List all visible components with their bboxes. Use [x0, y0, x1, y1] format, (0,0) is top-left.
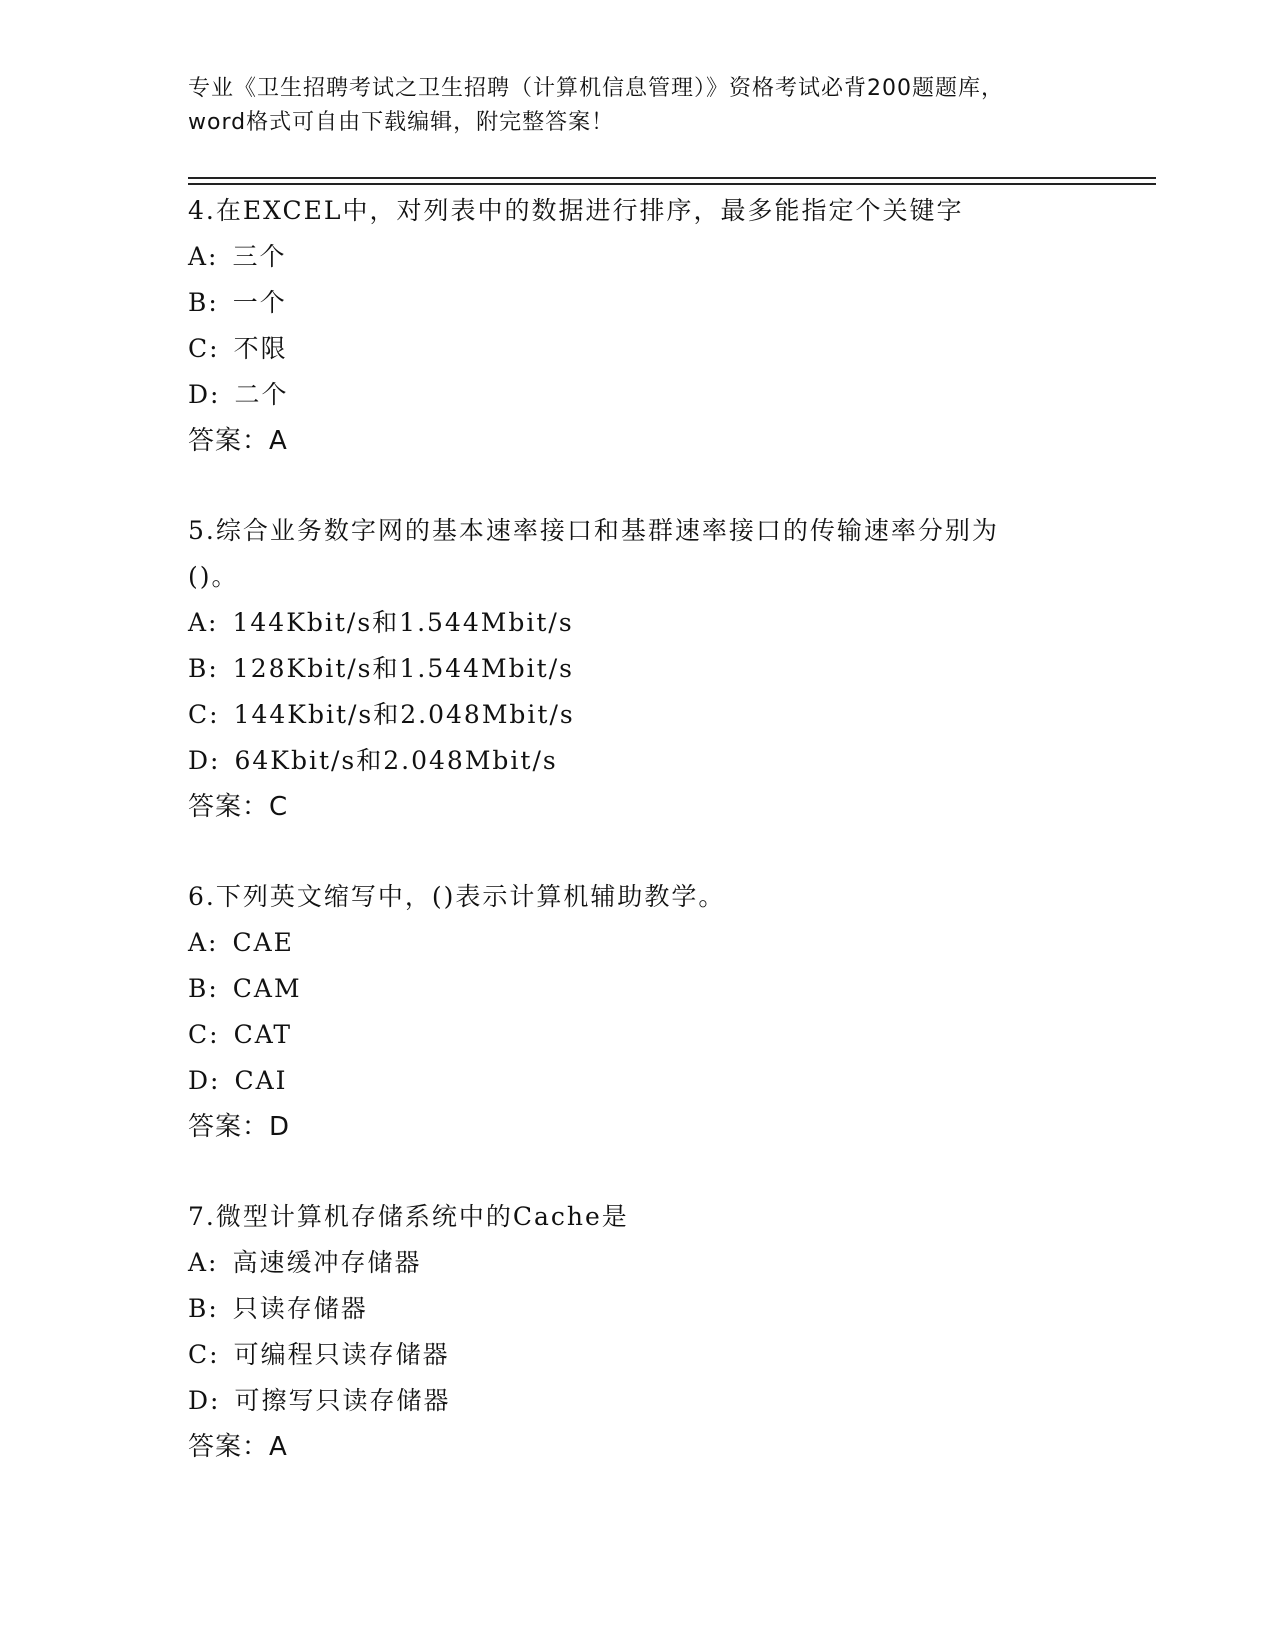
option-b: [188, 280, 1108, 326]
question-4: [188, 188, 1108, 464]
option-b: [188, 646, 1108, 692]
question-text: 5.综合业务数字网的基本速率接口和基群速率接口的传输速率分别为: [188, 516, 999, 545]
option-c: [188, 1012, 1108, 1058]
question-7: [188, 1194, 1108, 1470]
question-text: 7.微型计算机存储系统中的Cache是: [188, 1202, 629, 1231]
option-letter: C:: [188, 700, 220, 729]
option-a: [188, 1240, 1108, 1286]
option-letter: D:: [188, 1066, 221, 1095]
header-divider-bottom: [188, 183, 1156, 185]
option-value: 可擦写只读存储器: [234, 1386, 451, 1415]
option-a: [188, 600, 1108, 646]
question-text-continued: ()。: [188, 562, 239, 591]
option-value: 只读存储器: [232, 1294, 368, 1323]
option-letter: C:: [188, 1020, 220, 1049]
answer-label: 答案：A: [188, 426, 288, 456]
option-letter: D:: [188, 380, 221, 409]
option-c: [188, 692, 1108, 738]
option-letter: C:: [188, 334, 220, 363]
question-text: 4.在EXCEL中，对列表中的数据进行排序，最多能指定个关键字: [188, 196, 964, 225]
option-value: 高速缓冲存储器: [232, 1248, 422, 1277]
option-c: [188, 1332, 1108, 1378]
header-line-2: word格式可自由下载编辑，附完整答案！: [188, 110, 615, 135]
document-header: [188, 72, 1088, 140]
answer-label: 答案：A: [188, 1432, 288, 1462]
option-value: 不限: [233, 334, 288, 363]
option-b: [188, 966, 1108, 1012]
option-value: 144Kbit/s和2.048Mbit/s: [233, 700, 575, 729]
option-letter: B:: [188, 974, 219, 1003]
option-d: [188, 372, 1108, 418]
header-divider-top: [188, 177, 1156, 179]
option-value: CAM: [232, 974, 302, 1003]
answer-label: 答案：C: [188, 792, 289, 822]
question-6: [188, 874, 1108, 1150]
option-value: CAT: [233, 1020, 293, 1049]
option-d: [188, 1378, 1108, 1424]
option-letter: A:: [188, 1248, 219, 1277]
option-value: 64Kbit/s和2.048Mbit/s: [234, 746, 558, 775]
option-value: 三个: [232, 242, 287, 271]
option-letter: A:: [188, 242, 219, 271]
option-letter: C:: [188, 1340, 220, 1369]
header-line-1: 专业《卫生招聘考试之卫生招聘（计算机信息管理）》资格考试必背200题题库，: [188, 76, 1004, 101]
option-letter: A:: [188, 928, 219, 957]
option-value: 128Kbit/s和1.544Mbit/s: [232, 654, 574, 683]
option-value: 144Kbit/s和1.544Mbit/s: [232, 608, 574, 637]
option-value: 二个: [234, 380, 289, 409]
option-letter: D:: [188, 1386, 221, 1415]
question-text: 6.下列英文缩写中，()表示计算机辅助教学。: [188, 882, 726, 911]
option-a: [188, 920, 1108, 966]
option-d: [188, 1058, 1108, 1104]
option-letter: B:: [188, 288, 219, 317]
option-letter: D:: [188, 746, 221, 775]
answer-label: 答案：D: [188, 1112, 291, 1142]
option-c: [188, 326, 1108, 372]
option-letter: B:: [188, 1294, 219, 1323]
option-a: [188, 234, 1108, 280]
option-b: [188, 1286, 1108, 1332]
option-letter: B:: [188, 654, 219, 683]
option-value: 一个: [232, 288, 287, 317]
option-letter: A:: [188, 608, 219, 637]
option-value: CAI: [234, 1066, 288, 1095]
option-d: [188, 738, 1108, 784]
option-value: 可编程只读存储器: [233, 1340, 450, 1369]
option-value: CAE: [232, 928, 294, 957]
question-5: [188, 508, 1108, 830]
